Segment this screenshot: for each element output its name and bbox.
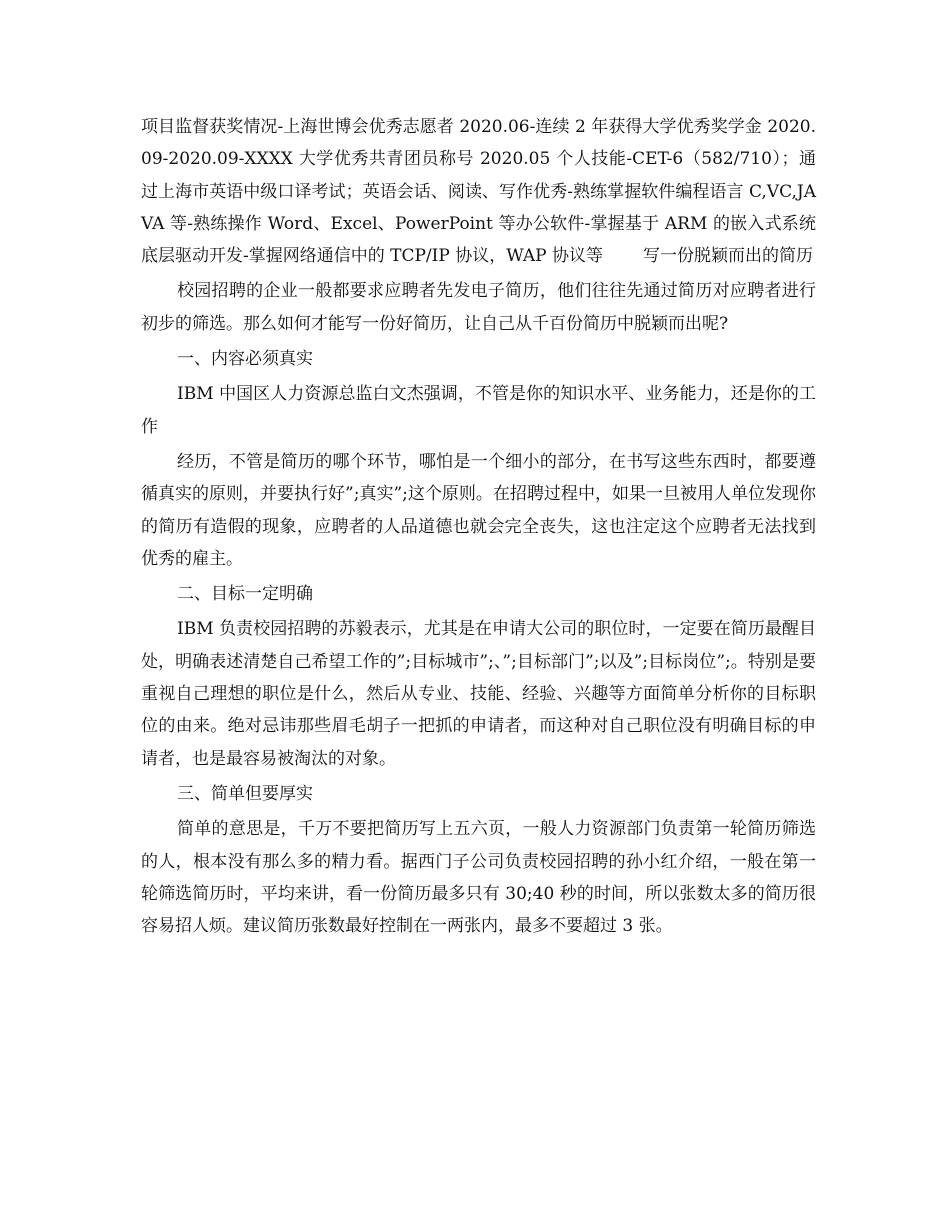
section-heading-3: 三、简单但要厚实 (177, 783, 313, 804)
intro-title: 写一份脱颖而出的简历 (642, 246, 813, 267)
section-heading-1: 一、内容必须真实 (177, 349, 313, 370)
intro-text: 项目监督获奖情况-上海世博会优秀志愿者 2020.06-连续 2 年获得大学优秀奖学金 2020.09-2020.09-XXXX 大学优秀共青团员称号 2020.05 个人技能-CET-6（582/710）；通过上海市英语中级口译考试；英语会话、阅读、写作优秀-熟练掌握软件编程语言 C,VC,JAVA 等-熟练操作 Word、Excel、PowerPoint 等办公软件-掌握基于 ARM 的嵌入式系统底层驱动开发-掌握网络通信中的 TCP/IP 协议，WAP 协议等 (141, 117, 816, 267)
section-heading-2: 二、目标一定明确 (177, 584, 313, 605)
paragraph-clear-goals: IBM 负责校园招聘的苏毅表示，尤其是在申请大公司的职位时，一定要在简历最醒目处，明确表述清楚自己希望工作的”;目标城市”;、”;目标部门”;以及”;目标岗位”;。特别是要重视自己理想的职位是什么，然后从专业、技能、经验、兴趣等方面简单分析你的目标职位的由来。绝对忌讳那些眉毛胡子一把抓的申请者，而这种对自己职位没有明确目标的申请者，也是最容易被淘汰的对象。 (141, 619, 816, 769)
paragraph-simple-solid: 简单的意思是，千万不要把简历写上五六页，一般人力资源部门负责第一轮简历筛选的人，根本没有那么多的精力看。据西门子公司负责校园招聘的孙小红介绍，一般在第一轮筛选简历时，平均来讲，看一份简历最多只有 30;40 秒的时间，所以张数太多的简历很容易招人烦。建议简历张数最好控制在一两张内，最多不要超过 3 张。 (141, 819, 816, 937)
paragraph-ibm-hr: IBM 中国区人力资源总监白文杰强调，不管是你的知识水平、业务能力，还是你的工作 (141, 384, 816, 437)
paragraph-truthfulness: 经历，不管是简历的哪个环节，哪怕是一个细小的部分，在书写这些东西时，都要遵循真实的原则，并要执行好”;真实”;这个原则。在招聘过程中，如果一旦被用人单位发现你的简历有造假的现象，应聘者的人品道德也就会完全丧失，这也注定这个应聘者无法找到优秀的雇主。 (141, 451, 816, 569)
paragraph-campus-recruiting: 校园招聘的企业一般都要求应聘者先发电子简历，他们往往先通过简历对应聘者进行初步的筛选。那么如何才能写一份好简历，让自己从千百份简历中脱颖而出呢? (141, 281, 816, 334)
intro-paragraph (141, 111, 816, 272)
